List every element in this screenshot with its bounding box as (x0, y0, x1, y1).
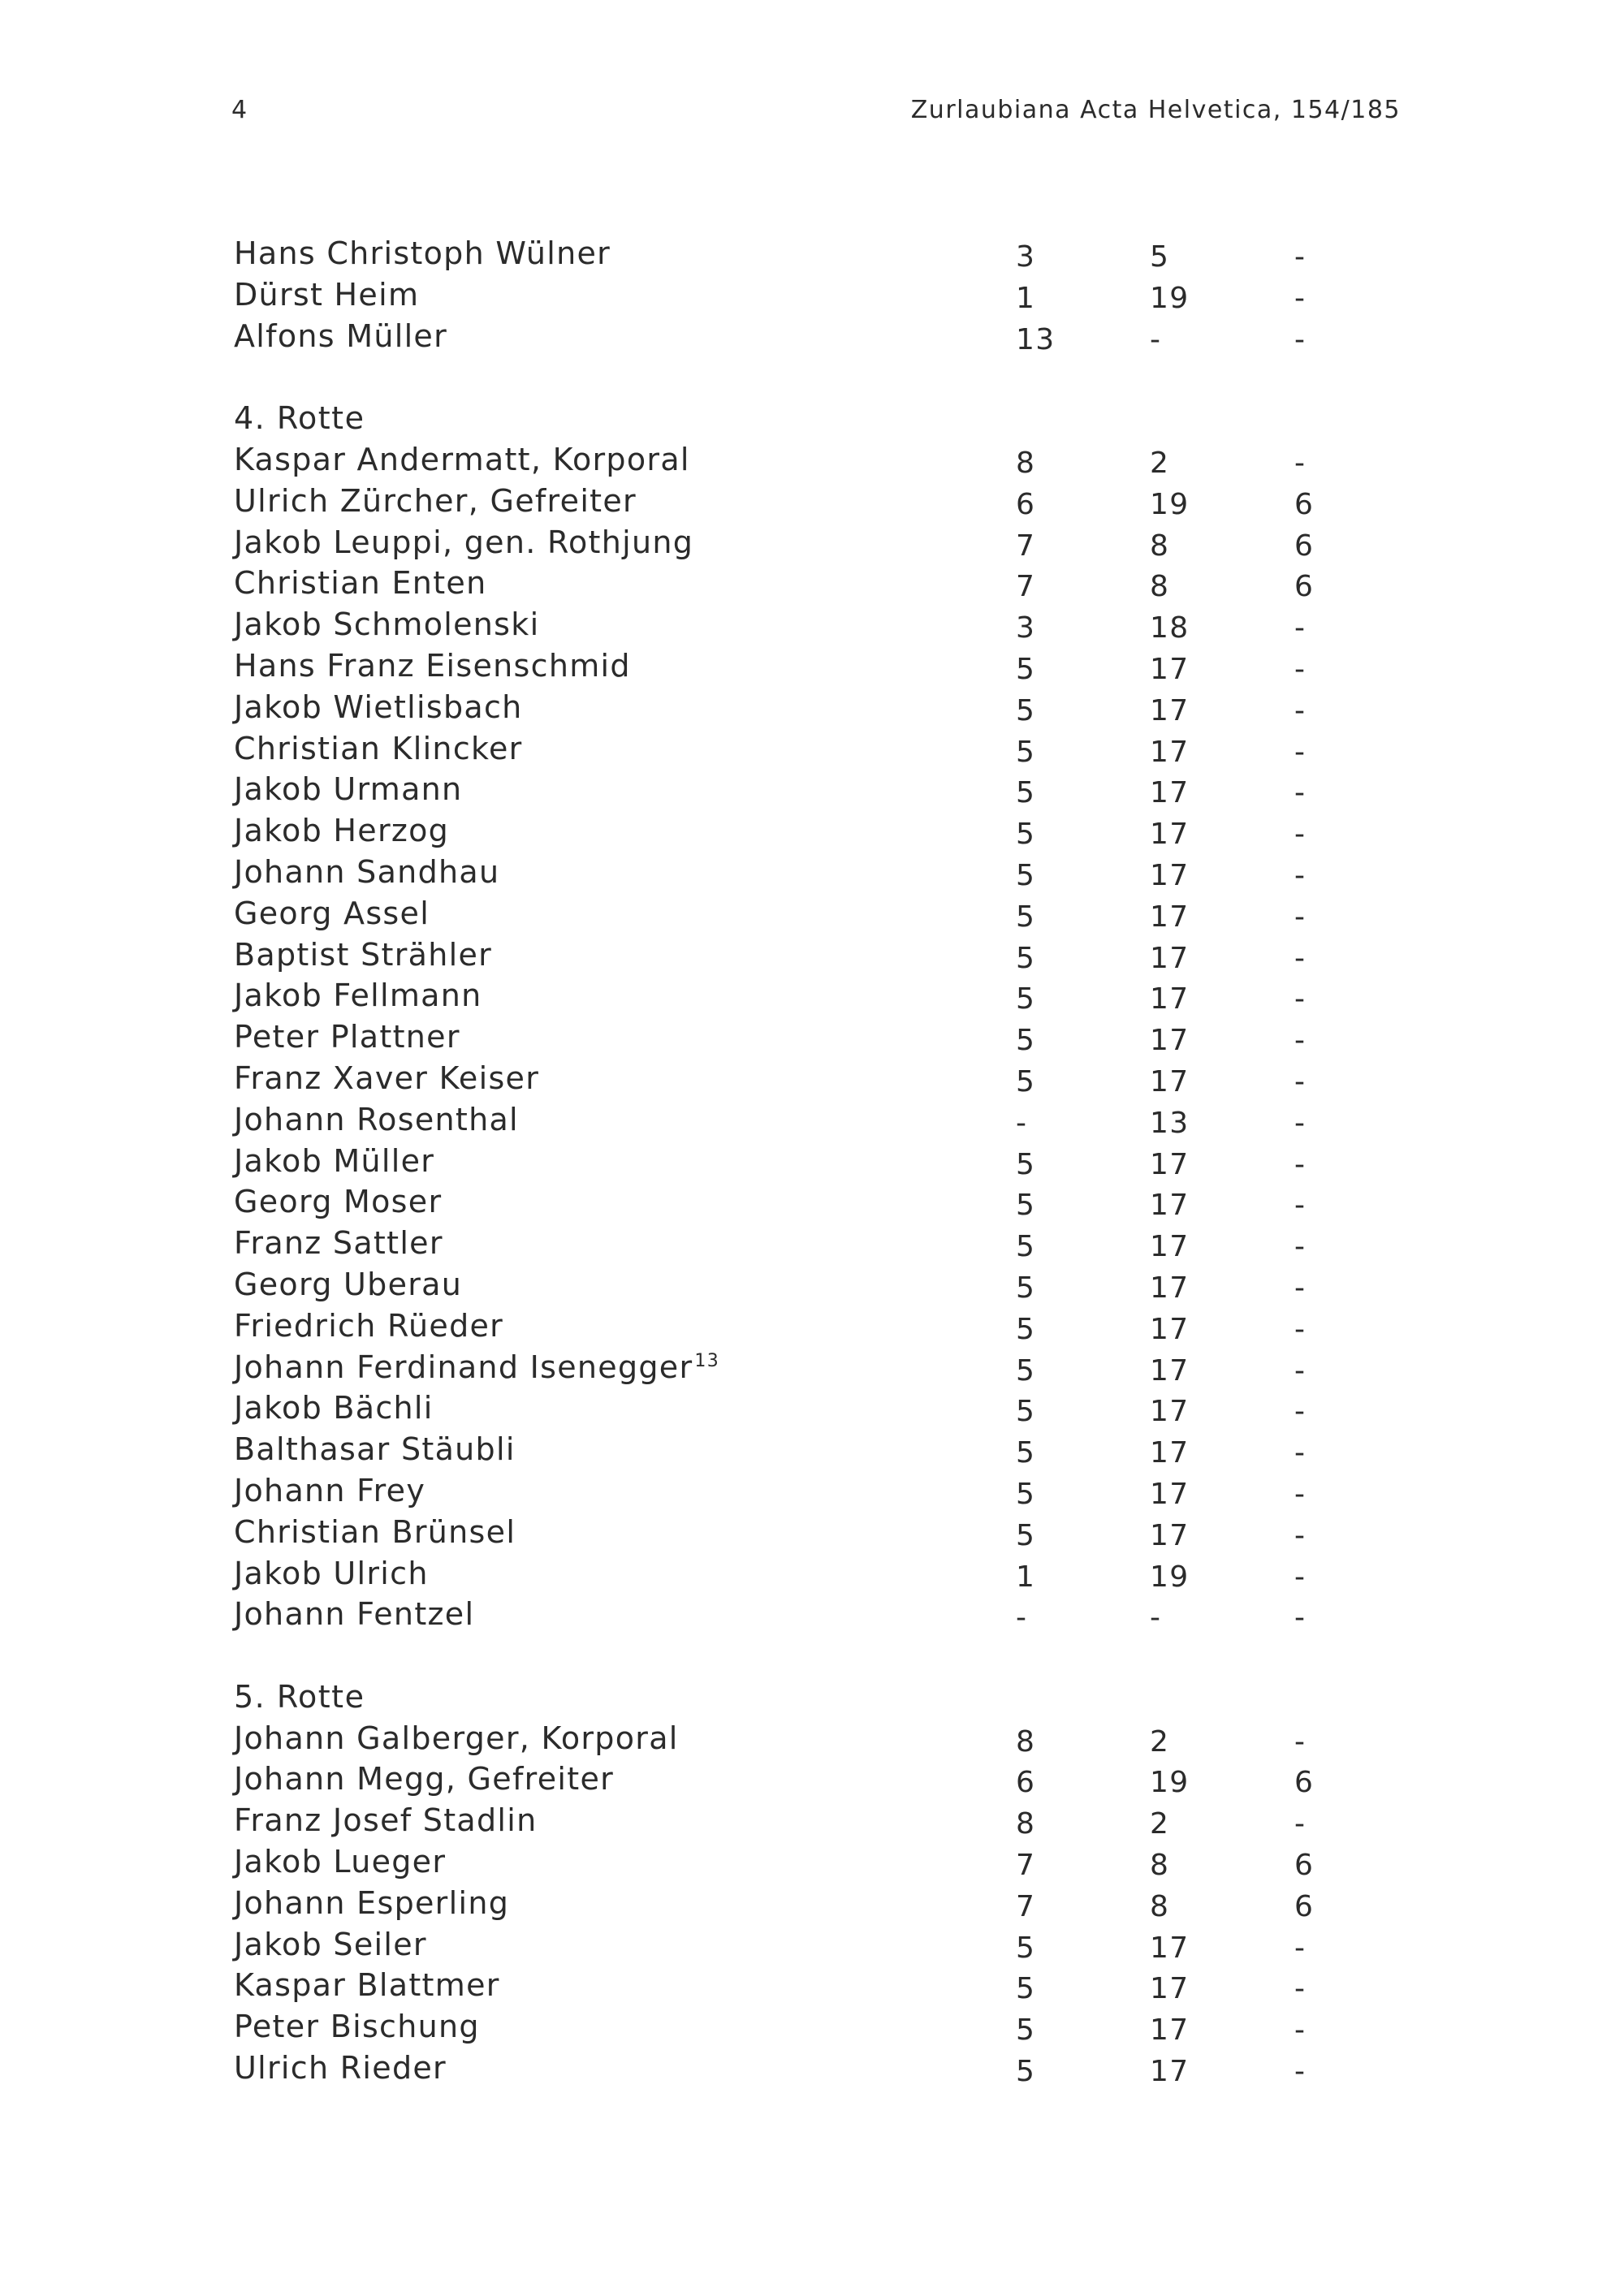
value-column-3: - (1294, 1024, 1307, 1058)
value-column-1: 5 (1016, 1024, 1036, 1058)
soldier-name (234, 1761, 614, 1797)
value-column-3: 6 (1294, 1849, 1315, 1883)
value-column-1: 13 (1016, 322, 1056, 356)
value-column-2: 17 (1150, 1189, 1190, 1223)
soldier-name-text: Peter Plattner (234, 1019, 460, 1055)
value-column-3: - (1294, 1271, 1307, 1305)
section-title: 4. Rotte (234, 400, 365, 437)
value-column-3: - (1294, 281, 1307, 315)
soldier-name (234, 318, 447, 354)
value-column-1: 5 (1016, 900, 1036, 934)
roster-row (234, 606, 1403, 648)
roster-row (234, 771, 1403, 813)
soldier-name (234, 1060, 539, 1096)
value-column-2: 17 (1150, 982, 1190, 1016)
roster-row (234, 1761, 1403, 1802)
value-column-3: - (1294, 1395, 1307, 1429)
roster-row (234, 1596, 1403, 1638)
value-column-1: 5 (1016, 693, 1036, 727)
soldier-name-text: Jakob Urmann (234, 771, 463, 808)
value-column-1: 5 (1016, 1931, 1036, 1965)
soldier-name-text: Ulrich Rieder (234, 2050, 447, 2087)
soldier-name-text: Christian Klincker (234, 730, 523, 766)
soldier-name (234, 1225, 443, 1261)
value-column-2: 8 (1150, 570, 1170, 604)
soldier-name (234, 1349, 719, 1385)
soldier-name-text: Georg Moser (234, 1184, 443, 1220)
soldier-name-text: Jakob Seiler (234, 1926, 427, 1962)
value-column-1: 5 (1016, 2013, 1036, 2048)
value-column-1: 5 (1016, 2055, 1036, 2089)
value-column-3: - (1294, 322, 1307, 356)
value-column-2: 17 (1150, 900, 1190, 934)
value-column-2: 17 (1150, 941, 1190, 975)
soldier-name (234, 1308, 503, 1344)
value-column-2: 17 (1150, 1436, 1190, 1470)
soldier-name (234, 1514, 516, 1550)
soldier-name-text: Franz Xaver Keiser (234, 1060, 540, 1096)
soldier-name (234, 565, 486, 601)
soldier-name-text: Johann Sandhau (234, 853, 500, 890)
soldier-name-text: Jakob Herzog (234, 813, 450, 849)
value-column-2: 17 (1150, 1064, 1190, 1098)
page-header (231, 96, 1401, 136)
value-column-2: 19 (1150, 1560, 1190, 1594)
value-column-1: 5 (1016, 982, 1036, 1016)
roster-row (234, 1267, 1403, 1308)
value-column-1: 8 (1016, 1724, 1036, 1759)
value-column-1: 5 (1016, 1312, 1036, 1346)
value-column-1: 5 (1016, 1518, 1036, 1552)
value-column-1: 3 (1016, 240, 1036, 274)
soldier-name-text: Jakob Wietlisbach (234, 688, 523, 725)
value-column-2: - (1150, 1601, 1162, 1635)
soldier-name (234, 1431, 516, 1467)
value-column-2: 2 (1150, 1807, 1170, 1841)
value-column-3: - (1294, 2055, 1307, 2089)
value-column-2: 8 (1150, 1889, 1170, 1923)
value-column-3: 6 (1294, 487, 1315, 521)
value-column-1: 7 (1016, 1849, 1036, 1883)
value-column-2: 19 (1150, 281, 1190, 315)
roster-row (234, 1308, 1403, 1349)
soldier-name-text: Johann Ferdinand Isenegger (234, 1349, 693, 1385)
roster-row (234, 565, 1403, 606)
soldier-name-text: Jakob Ulrich (234, 1555, 429, 1591)
value-column-2: 17 (1150, 1230, 1190, 1264)
value-column-3: - (1294, 446, 1307, 480)
value-column-2: 17 (1150, 2013, 1190, 2048)
soldier-name (234, 854, 499, 890)
roster-row (234, 235, 1403, 277)
soldier-name-text: Jakob Lueger (234, 1844, 447, 1880)
value-column-3: 6 (1294, 1889, 1315, 1923)
value-column-1: 5 (1016, 1477, 1036, 1511)
value-column-2: 13 (1150, 1106, 1190, 1140)
soldier-name (234, 235, 611, 271)
soldier-name-text: Balthasar Stäubli (234, 1431, 516, 1468)
roster-row (234, 854, 1403, 896)
soldier-name (234, 2050, 447, 2086)
value-column-2: 17 (1150, 1147, 1190, 1181)
soldier-name (234, 1596, 474, 1632)
value-column-2: 5 (1150, 240, 1170, 274)
roster-row (234, 1720, 1403, 1762)
soldier-name-text: Jakob Müller (234, 1142, 435, 1179)
value-column-3: - (1294, 611, 1307, 645)
roster-row (234, 1967, 1403, 2009)
soldier-name (234, 1967, 500, 2003)
value-column-3: - (1294, 693, 1307, 727)
roster-list (234, 235, 1403, 2091)
running-head: Zurlaubiana Acta Helvetica, 154/185 (910, 96, 1401, 124)
group-spacer (234, 1638, 1403, 1679)
soldier-name (234, 524, 693, 560)
value-column-3: - (1294, 1724, 1307, 1759)
value-column-1: - (1016, 1601, 1028, 1635)
roster-row (234, 689, 1403, 731)
soldier-name (234, 1720, 679, 1756)
value-column-2: - (1150, 322, 1162, 356)
value-column-1: 7 (1016, 1889, 1036, 1923)
value-column-3: - (1294, 1353, 1307, 1388)
value-column-3: - (1294, 900, 1307, 934)
value-column-1: - (1016, 1106, 1028, 1140)
roster-row (234, 1802, 1403, 1844)
roster-row (234, 896, 1403, 937)
value-column-2: 17 (1150, 693, 1190, 727)
value-column-2: 2 (1150, 446, 1170, 480)
roster-row (234, 648, 1403, 689)
roster-row (234, 1143, 1403, 1185)
soldier-name-text: Franz Josef Stadlin (234, 1802, 538, 1839)
soldier-name (234, 689, 523, 725)
value-column-1: 5 (1016, 1271, 1036, 1305)
value-column-1: 6 (1016, 1766, 1036, 1800)
value-column-3: - (1294, 1560, 1307, 1594)
value-column-3: - (1294, 1436, 1307, 1470)
value-column-1: 8 (1016, 1807, 1036, 1841)
soldier-name (234, 813, 449, 848)
soldier-name (234, 1184, 442, 1219)
soldier-name-text: Johann Megg, Gefreiter (234, 1761, 615, 1798)
value-column-2: 17 (1150, 1972, 1190, 2006)
soldier-name (234, 606, 539, 642)
soldier-name-text: Johann Esperling (234, 1884, 510, 1921)
value-column-2: 2 (1150, 1724, 1170, 1759)
soldier-name-text: Hans Franz Eisenschmid (234, 647, 631, 684)
value-column-2: 19 (1150, 487, 1190, 521)
value-column-3: - (1294, 1601, 1307, 1635)
value-column-1: 5 (1016, 776, 1036, 810)
soldier-name-text: Jakob Leuppi, gen. Rothjung (234, 524, 694, 560)
soldier-name (234, 1927, 427, 1962)
soldier-name-text: Baptist Strähler (234, 936, 493, 973)
value-column-1: 5 (1016, 1353, 1036, 1388)
value-column-2: 17 (1150, 776, 1190, 810)
soldier-name-text: Christian Enten (234, 565, 487, 602)
soldier-name (234, 1885, 509, 1921)
roster-row (234, 978, 1403, 1019)
footnote-marker[interactable]: 13 (694, 1350, 720, 1371)
value-column-1: 7 (1016, 529, 1036, 563)
value-column-3: 6 (1294, 529, 1315, 563)
soldier-name-text: Friedrich Rüeder (234, 1307, 504, 1344)
value-column-2: 17 (1150, 1518, 1190, 1552)
soldier-name (234, 648, 631, 684)
soldier-name-text: Alfons Müller (234, 317, 448, 354)
roster-row (234, 277, 1403, 318)
soldier-name (234, 731, 523, 766)
value-column-3: - (1294, 1147, 1307, 1181)
value-column-1: 5 (1016, 652, 1036, 686)
soldier-name-text: Hans Christoph Wülner (234, 235, 611, 271)
value-column-2: 17 (1150, 1271, 1190, 1305)
roster-row (234, 1514, 1403, 1556)
value-column-1: 1 (1016, 281, 1036, 315)
value-column-2: 17 (1150, 735, 1190, 769)
soldier-name (234, 2009, 480, 2044)
roster-row (234, 1102, 1403, 1143)
soldier-name-text: Jakob Fellmann (234, 978, 482, 1014)
value-column-3: - (1294, 240, 1307, 274)
soldier-name (234, 1556, 429, 1591)
soldier-name (234, 1802, 538, 1838)
value-column-3: - (1294, 1972, 1307, 2006)
value-column-2: 17 (1150, 1024, 1190, 1058)
value-column-2: 8 (1150, 529, 1170, 563)
soldier-name (234, 1267, 462, 1302)
value-column-3: - (1294, 1518, 1307, 1552)
value-column-1: 7 (1016, 570, 1036, 604)
value-column-3: - (1294, 1064, 1307, 1098)
value-column-1: 5 (1016, 735, 1036, 769)
roster-row (234, 1184, 1403, 1225)
value-column-2: 17 (1150, 1395, 1190, 1429)
value-column-3: - (1294, 1230, 1307, 1264)
roster-row (234, 813, 1403, 854)
value-column-3: - (1294, 1931, 1307, 1965)
roster-row (234, 1225, 1403, 1267)
roster-row (234, 1556, 1403, 1597)
value-column-3: - (1294, 1312, 1307, 1346)
roster-row (234, 1019, 1403, 1060)
value-column-3: - (1294, 1189, 1307, 1223)
value-column-2: 18 (1150, 611, 1190, 645)
value-column-2: 17 (1150, 1477, 1190, 1511)
soldier-name-text: Johann Frey (234, 1472, 426, 1508)
roster-row (234, 1060, 1403, 1102)
value-column-2: 17 (1150, 2055, 1190, 2089)
roster-row (234, 2009, 1403, 2050)
soldier-name-text: Georg Uberau (234, 1266, 463, 1302)
soldier-name-text: Jakob Schmolenski (234, 606, 540, 643)
value-column-3: - (1294, 941, 1307, 975)
value-column-1: 8 (1016, 446, 1036, 480)
value-column-2: 8 (1150, 1849, 1170, 1883)
value-column-3: - (1294, 776, 1307, 810)
soldier-name-text: Johann Fentzel (234, 1596, 475, 1633)
value-column-3: 6 (1294, 1766, 1315, 1800)
soldier-name (234, 1390, 434, 1426)
value-column-2: 17 (1150, 652, 1190, 686)
value-column-3: - (1294, 1106, 1307, 1140)
value-column-1: 5 (1016, 1395, 1036, 1429)
soldier-name (234, 1143, 434, 1179)
soldier-name-text: Franz Sattler (234, 1225, 443, 1262)
value-column-2: 17 (1150, 1353, 1190, 1388)
soldier-name (234, 937, 492, 973)
roster-row (234, 1885, 1403, 1927)
value-column-1: 5 (1016, 1064, 1036, 1098)
value-column-3: - (1294, 818, 1307, 852)
value-column-1: 5 (1016, 1189, 1036, 1223)
soldier-name (234, 1844, 446, 1880)
soldier-name (234, 483, 637, 519)
value-column-1: 3 (1016, 611, 1036, 645)
page-number: 4 (231, 96, 248, 124)
roster-row (234, 1431, 1403, 1473)
value-column-2: 19 (1150, 1766, 1190, 1800)
soldier-name-text: Peter Bischung (234, 2009, 480, 2045)
soldier-name (234, 1102, 519, 1137)
soldier-name-text: Johann Rosenthal (234, 1101, 519, 1137)
value-column-2: 17 (1150, 1931, 1190, 1965)
value-column-1: 5 (1016, 1436, 1036, 1470)
roster-row (234, 1473, 1403, 1514)
soldier-name-text: Kaspar Blattmer (234, 1967, 500, 2004)
roster-row (234, 731, 1403, 772)
soldier-name (234, 442, 690, 477)
soldier-name-text: Jakob Bächli (234, 1390, 434, 1426)
value-column-1: 6 (1016, 487, 1036, 521)
value-column-3: - (1294, 858, 1307, 892)
value-column-1: 5 (1016, 1230, 1036, 1264)
value-column-3: - (1294, 735, 1307, 769)
roster-row (234, 1349, 1403, 1391)
value-column-1: 5 (1016, 1147, 1036, 1181)
soldier-name-text: Kaspar Andermatt, Korporal (234, 441, 690, 477)
roster-row (234, 1844, 1403, 1885)
roster-row (234, 1390, 1403, 1431)
soldier-name-text: Ulrich Zürcher, Gefreiter (234, 482, 637, 519)
value-column-2: 17 (1150, 1312, 1190, 1346)
roster-row (234, 2050, 1403, 2091)
value-column-3: - (1294, 652, 1307, 686)
soldier-name (234, 896, 430, 931)
value-column-2: 17 (1150, 858, 1190, 892)
value-column-1: 5 (1016, 941, 1036, 975)
value-column-3: - (1294, 1807, 1307, 1841)
roster-row (234, 1927, 1403, 1968)
soldier-name-text: Dürst Heim (234, 276, 420, 313)
soldier-name-text: Georg Assel (234, 895, 430, 931)
value-column-3: - (1294, 1477, 1307, 1511)
soldier-name-text: Christian Brünsel (234, 1513, 516, 1550)
value-column-1: 1 (1016, 1560, 1036, 1594)
soldier-name (234, 1473, 425, 1508)
soldier-name-text: Johann Galberger, Korporal (234, 1720, 679, 1756)
soldier-name (234, 277, 419, 313)
roster-row (234, 937, 1403, 978)
roster-row (234, 483, 1403, 524)
value-column-1: 5 (1016, 818, 1036, 852)
soldier-name (234, 1019, 460, 1055)
roster-row (234, 318, 1403, 360)
soldier-name (234, 771, 462, 807)
value-column-3: - (1294, 982, 1307, 1016)
value-column-1: 5 (1016, 858, 1036, 892)
value-column-1: 5 (1016, 1972, 1036, 2006)
soldier-name (234, 978, 482, 1013)
group-spacer (234, 359, 1403, 400)
roster-row (234, 524, 1403, 566)
roster-row (234, 442, 1403, 483)
value-column-2: 17 (1150, 818, 1190, 852)
value-column-3: - (1294, 2013, 1307, 2048)
section-title: 5. Rotte (234, 1678, 365, 1715)
value-column-3: 6 (1294, 570, 1315, 604)
